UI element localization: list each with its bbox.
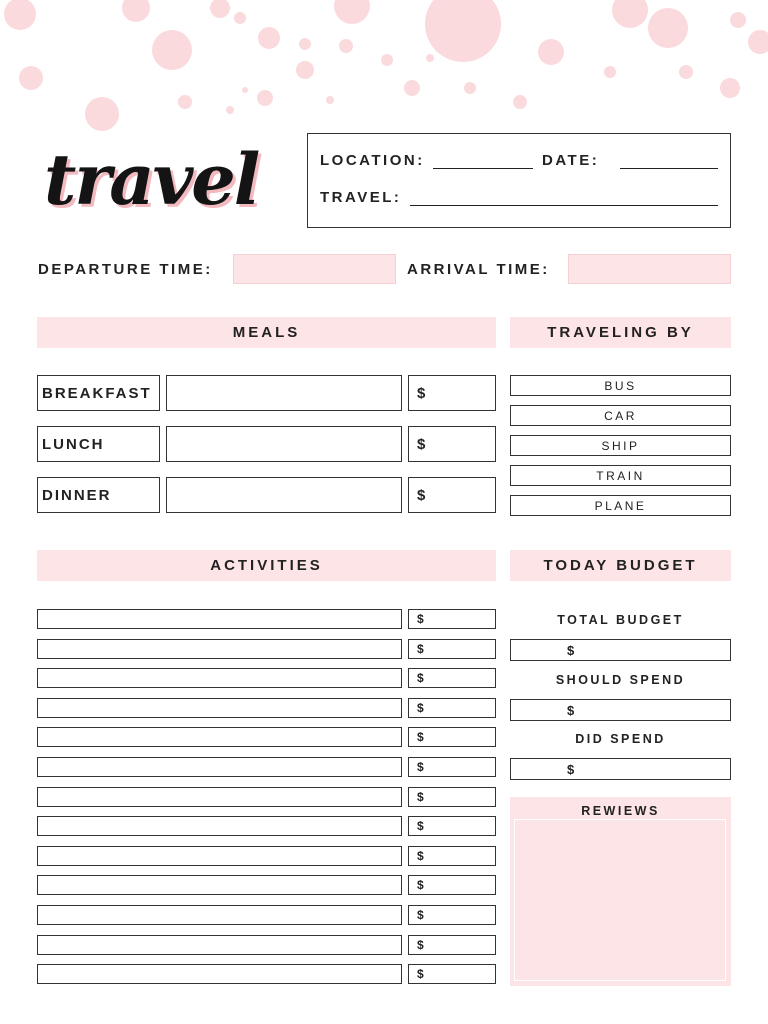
meal-label: LUNCH [37, 426, 160, 462]
trip-info-box [307, 133, 731, 228]
activity-cost-field[interactable]: $ [408, 787, 496, 807]
decorative-dot [85, 97, 119, 131]
decorative-dot [730, 12, 746, 28]
location-field[interactable] [433, 168, 533, 169]
activity-field[interactable] [37, 639, 402, 659]
total-budget-label: TOTAL BUDGET [557, 613, 684, 627]
meal-description-field[interactable] [166, 375, 402, 411]
decorative-dot [210, 0, 230, 18]
meal-cost-field[interactable]: $ [408, 426, 496, 462]
activity-field[interactable] [37, 816, 402, 836]
arrival-time-field[interactable] [568, 254, 731, 284]
arrival-time-label: ARRIVAL TIME: [407, 261, 550, 278]
decorative-dot [404, 80, 420, 96]
reviews-heading: REWIEWS [581, 804, 660, 818]
activity-cost-field[interactable]: $ [408, 727, 496, 747]
decorative-dot [426, 54, 434, 62]
total-budget-field[interactable] [510, 639, 731, 661]
transport-option[interactable]: SHIP [510, 435, 731, 456]
decorative-dot [234, 12, 246, 24]
currency-symbol: $ [567, 761, 575, 777]
reviews-textarea[interactable] [514, 819, 726, 981]
location-label: LOCATION: [320, 152, 425, 169]
decorative-dot [604, 66, 616, 78]
decorative-dot [19, 66, 43, 90]
decorative-dot [4, 0, 36, 30]
activity-cost-field[interactable]: $ [408, 875, 496, 895]
activity-cost-field[interactable]: $ [408, 846, 496, 866]
decorative-dot [538, 39, 564, 65]
meal-cost-field[interactable]: $ [408, 477, 496, 513]
departure-time-field[interactable] [233, 254, 396, 284]
decorative-dot [152, 30, 192, 70]
departure-time-label: DEPARTURE TIME: [38, 261, 213, 278]
transport-option[interactable]: CAR [510, 405, 731, 426]
decorative-dot [648, 8, 688, 48]
activity-cost-field[interactable]: $ [408, 905, 496, 925]
decorative-dot [242, 87, 248, 93]
decorative-dot [334, 0, 370, 24]
did-spend-field[interactable] [510, 758, 731, 780]
activity-field[interactable] [37, 787, 402, 807]
transport-option[interactable]: PLANE [510, 495, 731, 516]
date-label: DATE: [542, 152, 600, 169]
decorative-dot [679, 65, 693, 79]
travel-label: TRAVEL: [320, 189, 402, 206]
decorative-dot [296, 61, 314, 79]
decorative-dot [513, 95, 527, 109]
meal-cost-field[interactable]: $ [408, 375, 496, 411]
meal-label: BREAKFAST [37, 375, 160, 411]
activity-cost-field[interactable]: $ [408, 609, 496, 629]
decorative-dot [612, 0, 648, 28]
activity-cost-field[interactable]: $ [408, 639, 496, 659]
decorative-dot [339, 39, 353, 53]
activity-cost-field[interactable]: $ [408, 668, 496, 688]
decorative-dot [464, 82, 476, 94]
currency-symbol: $ [567, 702, 575, 718]
decorative-dot [178, 95, 192, 109]
activity-cost-field[interactable]: $ [408, 757, 496, 777]
decorative-dots [0, 0, 768, 140]
activity-field[interactable] [37, 668, 402, 688]
activity-field[interactable] [37, 964, 402, 984]
decorative-dot [226, 106, 234, 114]
activity-cost-field[interactable]: $ [408, 698, 496, 718]
decorative-dot [748, 30, 768, 54]
activity-cost-field[interactable]: $ [408, 964, 496, 984]
did-spend-label: DID SPEND [575, 732, 666, 746]
activity-field[interactable] [37, 727, 402, 747]
decorative-dot [381, 54, 393, 66]
decorative-dot [299, 38, 311, 50]
transport-option[interactable]: TRAIN [510, 465, 731, 486]
activity-field[interactable] [37, 846, 402, 866]
decorative-dot [425, 0, 501, 62]
decorative-dot [122, 0, 150, 22]
travel-field[interactable] [410, 205, 718, 206]
decorative-dot [720, 78, 740, 98]
decorative-dot [258, 27, 280, 49]
meal-description-field[interactable] [166, 426, 402, 462]
date-field[interactable] [620, 168, 718, 169]
meal-description-field[interactable] [166, 477, 402, 513]
budget-heading: TODAY BUDGET [510, 550, 731, 581]
traveling-by-heading: TRAVELING BY [510, 317, 731, 348]
activity-field[interactable] [37, 698, 402, 718]
meal-label: DINNER [37, 477, 160, 513]
activity-field[interactable] [37, 905, 402, 925]
activity-field[interactable] [37, 757, 402, 777]
meals-heading: MEALS [37, 317, 496, 348]
activity-cost-field[interactable]: $ [408, 816, 496, 836]
reviews-panel [510, 797, 731, 986]
activity-field[interactable] [37, 935, 402, 955]
currency-symbol: $ [567, 642, 575, 658]
should-spend-label: SHOULD SPEND [555, 673, 686, 687]
transport-option[interactable]: BUS [510, 375, 731, 396]
decorative-dot [326, 96, 334, 104]
activity-cost-field[interactable]: $ [408, 935, 496, 955]
activity-field[interactable] [37, 609, 402, 629]
activity-field[interactable] [37, 875, 402, 895]
should-spend-field[interactable] [510, 699, 731, 721]
activities-heading: ACTIVITIES [37, 550, 496, 581]
decorative-dot [257, 90, 273, 106]
page-title: travel [44, 138, 259, 221]
